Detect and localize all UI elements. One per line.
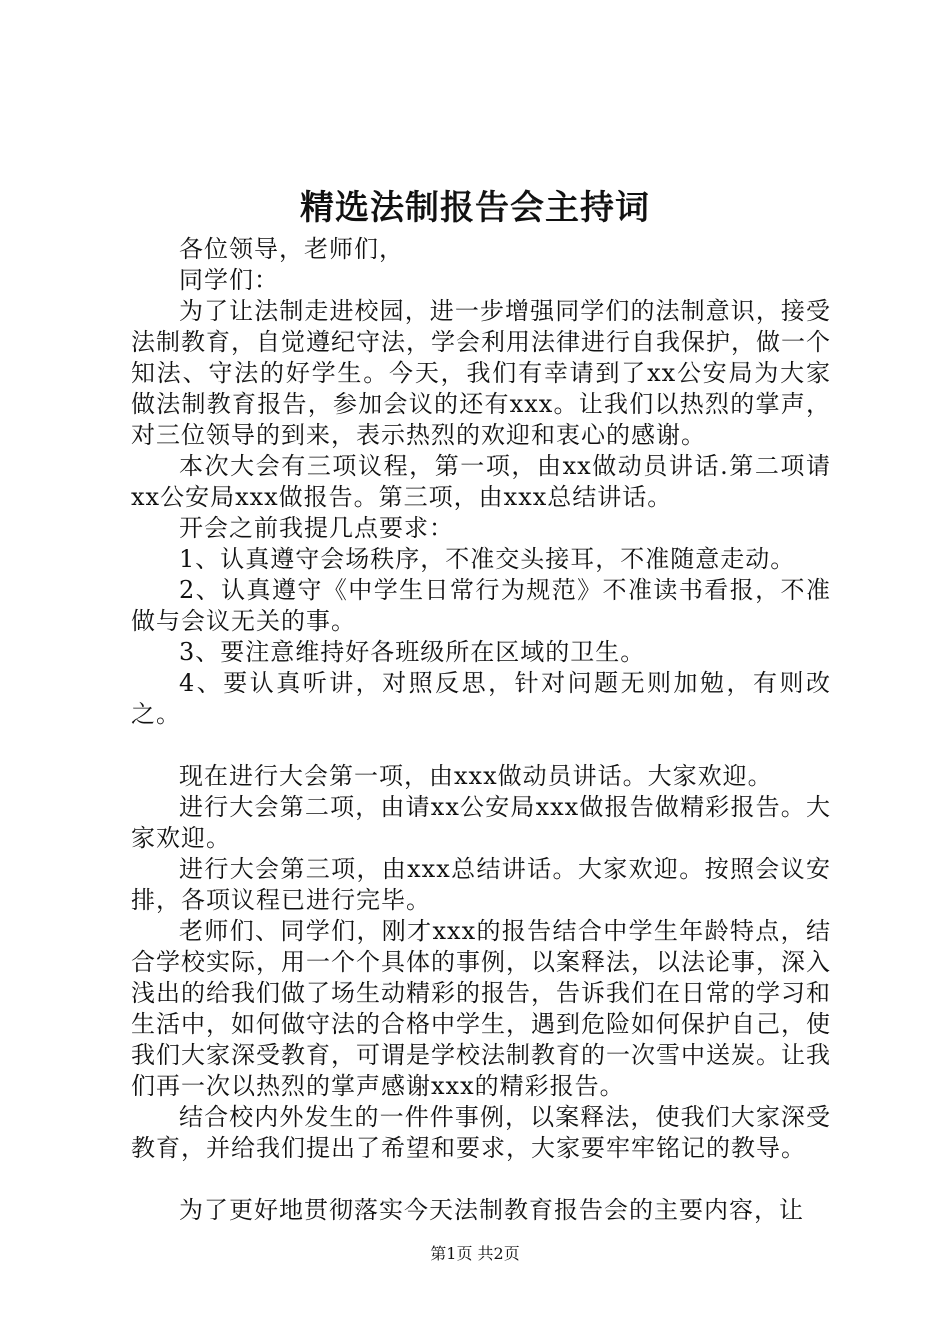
paragraph-requirement-1: 1、认真遵守会场秩序，不准交头接耳，不准随意走动。 (179, 545, 796, 573)
paragraph-requirements-intro: 开会之前我提几点要求： (179, 514, 454, 542)
paragraph-greeting: 各位领导，老师们， (179, 235, 404, 263)
paragraph-item-2: 进行大会第二项，由请xx公安局xxx做报告做精彩报告。大家欢迎。 (131, 793, 831, 852)
paragraph-spacer (131, 1164, 831, 1195)
paragraph-spacer (131, 730, 831, 761)
paragraph-agenda: 本次大会有三项议程，第一项，由xx做动员讲话.第二项请xx公安局xxx做报告。第三项，由xxx总结讲话。 (131, 452, 831, 511)
paragraph-summary-2: 结合校内外发生的一件件事例，以案释法，使我们大家深受教育，并给我们提出了希望和要求，大家要牢牢铭记的教导。 (131, 1103, 831, 1162)
document-body (131, 234, 831, 1226)
paragraph-item-3: 进行大会第三项，由xxx总结讲话。大家欢迎。按照会议安排，各项议程已进行完毕。 (131, 855, 831, 914)
paragraph-requirement-3: 3、要注意维持好各班级所在区域的卫生。 (179, 638, 646, 666)
paragraph-requirement-4: 4、要认真听讲，对照反思，针对问题无则加勉，有则改之。 (131, 669, 831, 728)
paragraph-greeting-students: 同学们： (179, 266, 279, 294)
paragraph-closing: 为了更好地贯彻落实今天法制教育报告会的主要内容，让 (179, 1196, 804, 1224)
paragraph-summary: 老师们、同学们，刚才xxx的报告结合中学生年龄特点，结合学校实际，用一个个具体的事例，以案释法，以法论事，深入浅出的给我们做了场生动精彩的报告，告诉我们在日常的学习和生活中，如何做守法的合格中学生，遇到危险如何保护自己，使我们大家深受教育，可谓是学校法制教育的一次雪中送炭。让我们再一次以热烈的掌声感谢xxx的精彩报告。 (131, 917, 831, 1100)
paragraph-requirement-2: 2、认真遵守《中学生日常行为规范》不准读书看报，不准做与会议无关的事。 (131, 576, 831, 635)
document-title: 精选法制报告会主持词 (300, 188, 650, 228)
paragraph-intro: 为了让法制走进校园，进一步增强同学们的法制意识，接受法制教育，自觉遵纪守法，学会利用法律进行自我保护，做一个知法、守法的好学生。今天，我们有幸请到了xx公安局为大家做法制教育报告，参加会议的还有xxx。让我们以热烈的掌声，对三位领导的到来，表示热烈的欢迎和衷心的感谢。 (131, 297, 831, 449)
page-footer: 第1页 共2页 (430, 1244, 520, 1263)
paragraph-item-1: 现在进行大会第一项，由xxx做动员讲话。大家欢迎。 (179, 762, 773, 790)
